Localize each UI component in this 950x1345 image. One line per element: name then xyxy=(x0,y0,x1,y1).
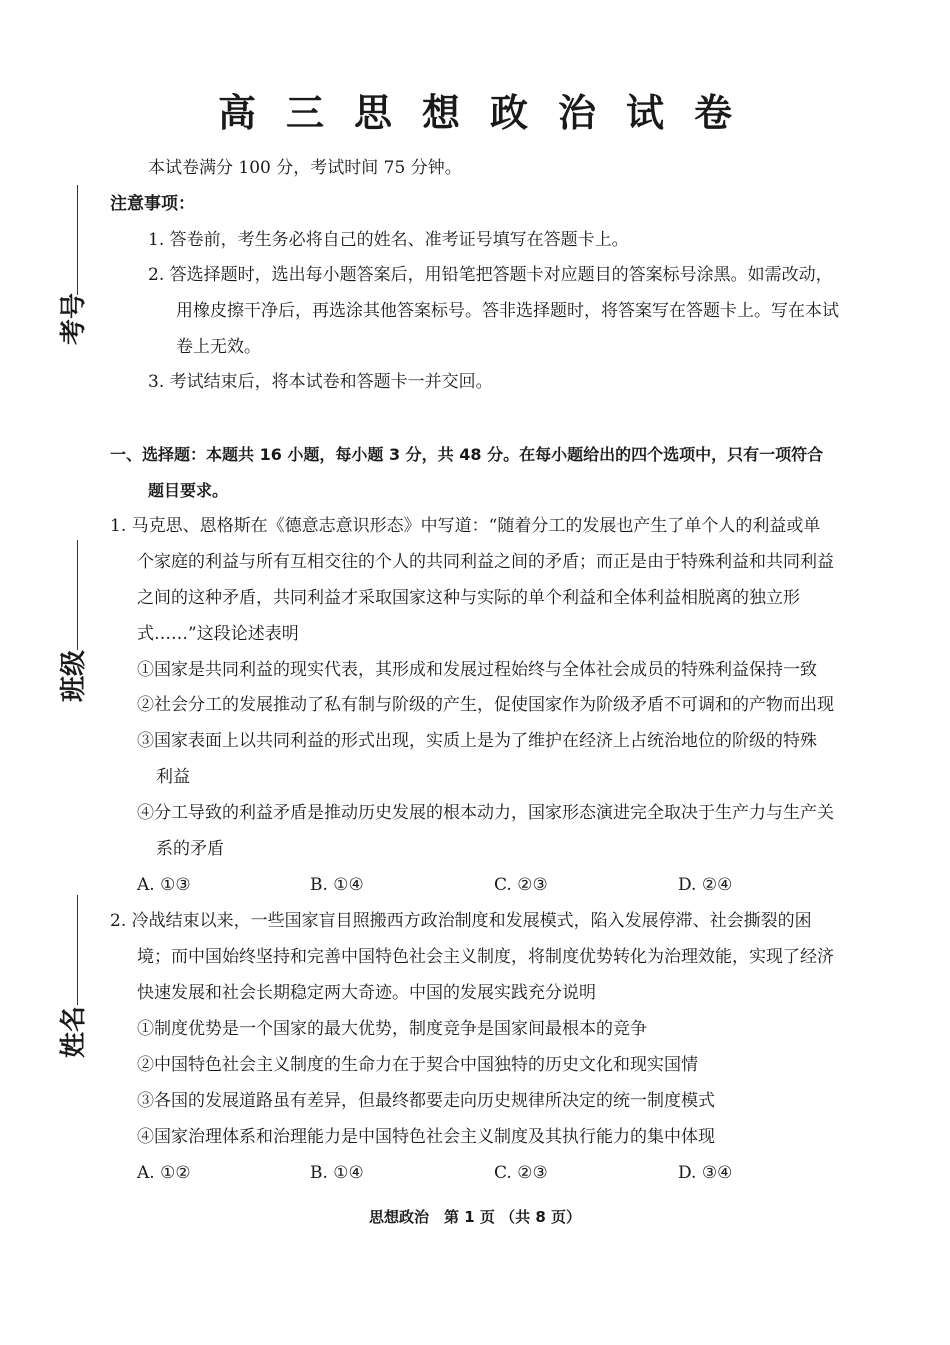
class-label: 班级 xyxy=(59,649,90,703)
q1-statement-2: ②社会分工的发展推动了私有制与阶级的产生，促使国家作为阶级矛盾不可调和的产物而出现 xyxy=(137,695,834,715)
notice-item-1: 1. 答卷前，考生务必将自己的姓名、准考证号填写在答题卡上。 xyxy=(148,230,629,250)
q1-option-a: A. ①③ xyxy=(137,875,191,895)
q2-statement-3: ③各国的发展道路虽有差异，但最终都要走向历史规律所决定的统一制度模式 xyxy=(137,1091,715,1111)
q1-stem-line-2: 个家庭的利益与所有互相交往的个人的共同利益之间的矛盾；而正是由于特殊利益和共同利益 xyxy=(137,552,834,572)
q2-statement-2: ②中国特色社会主义制度的生命力在于契合中国独特的历史文化和现实国情 xyxy=(137,1055,698,1075)
q1-statement-4-line-2: 系的矛盾 xyxy=(156,839,224,859)
exam-no-underline xyxy=(77,185,78,295)
notice-item-2-line-1: 2. 答选择题时，选出每小题答案后，用铅笔把答题卡对应题目的答案标号涂黑。如需改动， xyxy=(148,265,833,285)
q1-stem-line-4: 式……”这段论述表明 xyxy=(137,624,299,644)
q1-stem-line-3: 之间的这种矛盾，共同利益才采取国家这种与实际的单个利益和全体利益相脱离的独立形 xyxy=(137,588,800,608)
notice-item-2-line-2: 用橡皮擦干净后，再选涂其他答案标号。答非选择题时，将答案写在答题卡上。写在本试 xyxy=(176,301,839,321)
section-1-heading-line-2: 题目要求。 xyxy=(148,481,229,500)
q2-stem-line-3: 快速发展和社会长期稳定两大奇迹。中国的发展实践充分说明 xyxy=(137,983,596,1003)
q2-option-d: D. ③④ xyxy=(678,1163,733,1183)
q1-option-d: D. ②④ xyxy=(678,875,733,895)
notice-item-3: 3. 考试结束后，将本试卷和答题卡一并交回。 xyxy=(148,372,493,392)
intro-text: 本试卷满分 100 分，考试时间 75 分钟。 xyxy=(148,158,462,178)
name-label: 姓名 xyxy=(59,1005,90,1059)
q1-statement-3-line-2: 利益 xyxy=(156,767,190,787)
q1-stem-line-1: 1. 马克思、恩格斯在《德意志意识形态》中写道：“随着分工的发展也产生了单个人的利益或单 xyxy=(110,516,821,536)
page-title: 高三思想政治试卷 xyxy=(217,90,762,135)
notice-heading: 注意事项： xyxy=(110,194,195,214)
q1-option-b: B. ①④ xyxy=(310,875,364,895)
q2-statement-1: ①制度优势是一个国家的最大优势，制度竞争是国家间最根本的竞争 xyxy=(137,1019,647,1039)
page-footer: 思想政治 第 1 页 （共 8 页） xyxy=(369,1208,581,1226)
notice-item-2-line-3: 卷上无效。 xyxy=(176,337,261,357)
q2-stem-line-1: 2. 冷战结束以来，一些国家盲目照搬西方政治制度和发展模式，陷入发展停滞、社会撕裂的困 xyxy=(110,911,812,931)
section-1-heading-line-1: 一、选择题：本题共 16 小题，每小题 3 分，共 48 分。在每小题给出的四个选项中，只有一项符合 xyxy=(110,445,824,464)
exam-no-label: 考号 xyxy=(59,292,90,346)
q2-option-a: A. ①② xyxy=(137,1163,191,1183)
name-underline xyxy=(77,895,78,1005)
q1-statement-1: ①国家是共同利益的现实代表，其形成和发展过程始终与全体社会成员的特殊利益保持一致 xyxy=(137,660,817,680)
q1-statement-4-line-1: ④分工导致的利益矛盾是推动历史发展的根本动力，国家形态演进完全取决于生产力与生产关 xyxy=(137,803,834,823)
q2-option-b: B. ①④ xyxy=(310,1163,364,1183)
q2-stem-line-2: 境；而中国始终坚持和完善中国特色社会主义制度，将制度优势转化为治理效能，实现了经济 xyxy=(137,947,834,967)
class-underline xyxy=(77,540,78,650)
q1-statement-3-line-1: ③国家表面上以共同利益的形式出现，实质上是为了维护在经济上占统治地位的阶级的特殊 xyxy=(137,731,817,751)
q1-option-c: C. ②③ xyxy=(494,875,548,895)
q2-statement-4: ④国家治理体系和治理能力是中国特色社会主义制度及其执行能力的集中体现 xyxy=(137,1127,715,1147)
q2-option-c: C. ②③ xyxy=(494,1163,548,1183)
